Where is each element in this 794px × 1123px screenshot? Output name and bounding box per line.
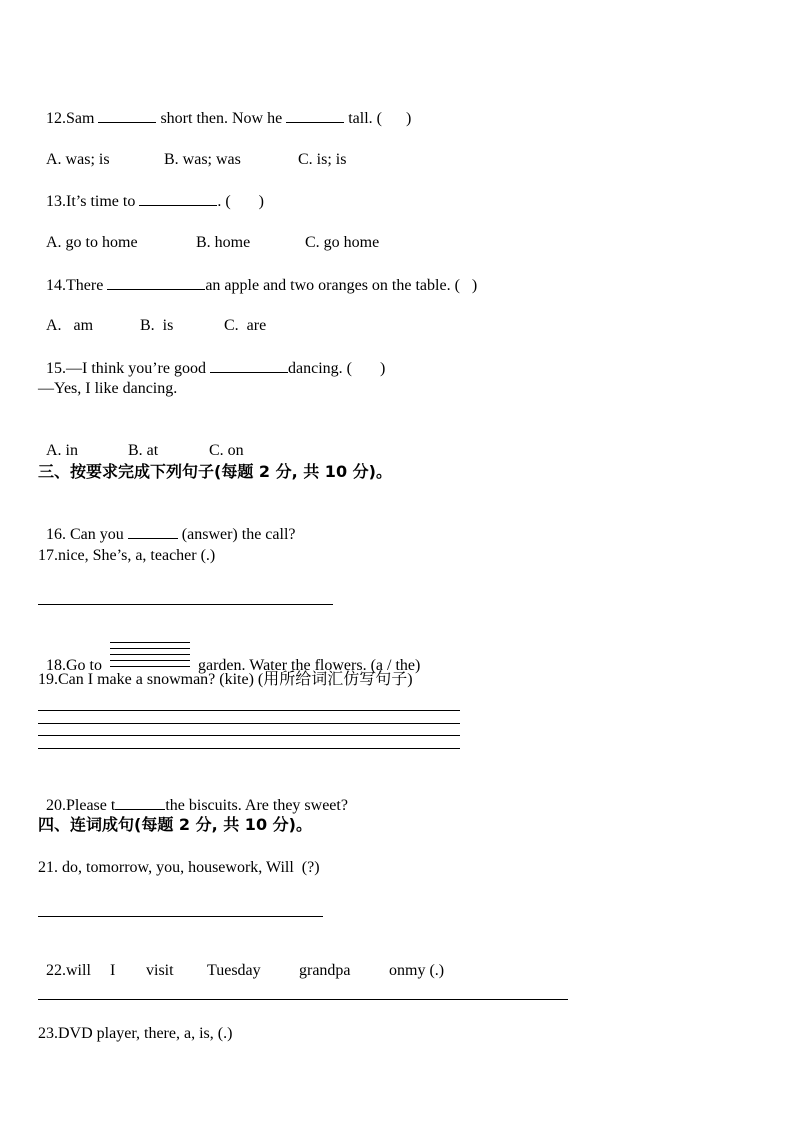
answer-line[interactable] [38, 999, 568, 1000]
q20-text-start: 20.Please t [46, 797, 116, 814]
answer-blank[interactable] [139, 191, 217, 206]
answer-line[interactable] [38, 735, 460, 736]
option-c[interactable]: C. is; is [298, 151, 347, 168]
q13-text-start: 13.It’s time to [46, 193, 140, 210]
answer-line[interactable] [38, 916, 323, 917]
section-3-heading: 三、按要求完成下列句子(每题 2 分, 共 10 分)。 [38, 462, 392, 481]
question-16 [38, 504, 296, 545]
q13-options [38, 213, 379, 253]
question-14 [38, 255, 477, 296]
q15-text-start: 15.—I think you’re good [46, 360, 210, 377]
word: Tuesday [207, 962, 261, 979]
answer-line[interactable] [38, 748, 460, 749]
question-17: 17.nice, She’s, a, teacher (.) [38, 547, 216, 564]
q20-text-end: the biscuits. Are they sweet? [165, 797, 348, 814]
q12-text-start: 12.Sam [46, 110, 99, 127]
q18-text-start: 18.Go to [46, 657, 102, 674]
option-c[interactable]: C. go home [305, 234, 380, 251]
q14-options [38, 296, 266, 336]
q18-text-end: garden. Water the flowers. (a / the) [198, 657, 421, 674]
q13-text-end: . ( ) [217, 193, 264, 210]
q16-text-end: (answer) the call? [177, 526, 296, 543]
question-23: 23.DVD player, there, a, is, (.) [38, 1025, 233, 1042]
question-12 [38, 88, 411, 129]
option-a[interactable]: A. was; is [46, 151, 110, 168]
q14-text-end: an apple and two oranges on the table. ( ) [205, 277, 478, 294]
answer-blank[interactable] [128, 524, 178, 539]
q15-reply: —Yes, I like dancing. [38, 380, 178, 397]
word: 22.will [46, 962, 91, 979]
answer-blank[interactable] [210, 358, 288, 373]
word: visit [146, 962, 174, 979]
answer-blank[interactable] [107, 275, 205, 290]
question-13 [38, 171, 264, 212]
q16-text-start: 16. Can you [46, 526, 128, 543]
question-15 [38, 338, 385, 379]
answer-blank[interactable] [115, 795, 165, 810]
q14-text-start: 14.There [46, 277, 108, 294]
option-b[interactable]: B. at [128, 442, 159, 459]
option-b[interactable]: B. is [140, 317, 174, 334]
q15-text-end: dancing. ( ) [287, 360, 386, 377]
word: grandpa [299, 962, 351, 979]
option-b[interactable]: B. was; was [164, 151, 241, 168]
word: I [110, 962, 116, 979]
question-22 [38, 941, 444, 981]
option-a[interactable]: A. am [46, 317, 94, 334]
question-20 [38, 775, 348, 816]
q12-text-end: tall. ( ) [344, 110, 412, 127]
answer-line[interactable] [38, 604, 333, 605]
section-4-heading: 四、连词成句(每题 2 分, 共 10 分)。 [38, 815, 312, 834]
q12-text-mid: short then. Now he [156, 110, 287, 127]
word: onmy (.) [389, 962, 445, 979]
answer-blank[interactable] [98, 108, 156, 123]
answer-line[interactable] [38, 723, 460, 724]
question-19: 19.Can I make a snowman? (kite) (用所给词汇仿写句子) [38, 671, 413, 688]
q12-options [38, 130, 346, 170]
option-c[interactable]: C. on [209, 442, 244, 459]
question-21: 21. do, tomorrow, you, housework, Will (?) [38, 859, 320, 876]
option-b[interactable]: B. home [196, 234, 251, 251]
answer-line[interactable] [38, 710, 460, 711]
q15-options [38, 421, 244, 461]
answer-blank[interactable] [286, 108, 344, 123]
option-a[interactable]: A. go to home [46, 234, 138, 251]
option-a[interactable]: A. in [46, 442, 78, 459]
option-c[interactable]: C. are [224, 317, 267, 334]
